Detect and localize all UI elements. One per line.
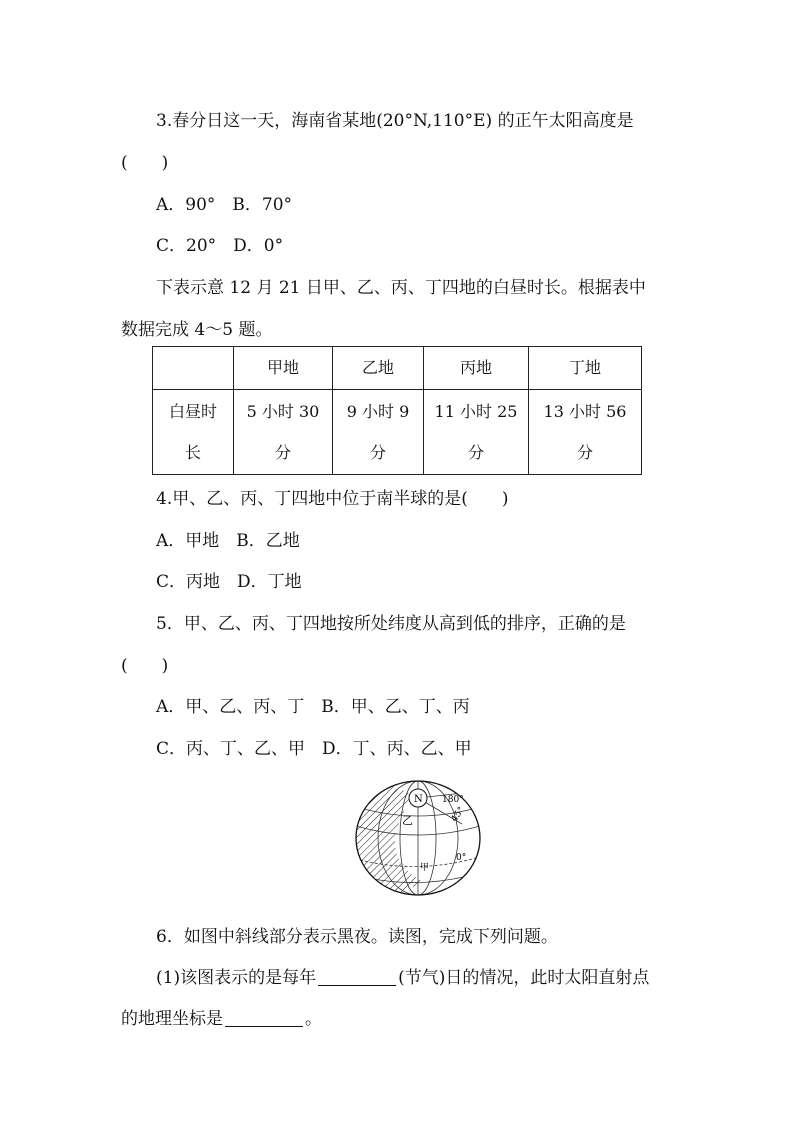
table-cell-ding xyxy=(529,390,642,475)
q6-part1-line2-pre: 的地理坐标是 xyxy=(121,1009,223,1029)
cell-bing-line1: 11 小时 25 xyxy=(434,402,518,421)
q6-part1-line1 xyxy=(156,963,649,988)
table-cell-jia xyxy=(234,390,333,475)
table-header-yi: 乙地 xyxy=(333,347,424,390)
q3-stem: 3.春分日这一天，海南省某地(20°N,110°E) 的正午太阳高度是 xyxy=(156,111,634,131)
q4-options-ab: A．甲地 B．乙地 xyxy=(156,531,300,551)
q5-stem: 5．甲、乙、丙、丁四地按所处纬度从高到低的排序，正确的是 xyxy=(156,614,626,634)
q6-part1-pre: (1)该图表示的是每年 xyxy=(156,968,317,988)
daylight-table xyxy=(152,346,642,475)
q6-part1-end: 。 xyxy=(305,1009,322,1029)
table-cell-yi xyxy=(333,390,424,475)
table-header-bing: 丙地 xyxy=(424,347,529,390)
table-row-label xyxy=(153,390,234,475)
blank-coordinates xyxy=(225,1009,303,1027)
q5-options-cd: C．丙、丁、乙、甲 D．丁、丙、乙、甲 xyxy=(156,739,472,759)
label-180: 180° xyxy=(442,795,464,805)
row-label-line2: 长 xyxy=(184,443,201,462)
label-yi: 乙 xyxy=(402,814,413,827)
q6-stem: 6．如图中斜线部分表示黑夜。读图，完成下列问题。 xyxy=(156,927,558,947)
q5-answer-paren: ( ) xyxy=(121,656,169,676)
table-header-row xyxy=(153,347,642,390)
q5-options-ab: A．甲、乙、丙、丁 B．甲、乙、丁、丙 xyxy=(156,697,470,717)
cell-ding-line1: 13 小时 56 xyxy=(543,402,627,421)
q4-options-cd: C．丙地 D．丁地 xyxy=(156,572,302,592)
table-header-jia: 甲地 xyxy=(234,347,333,390)
blank-solar-term xyxy=(318,968,396,986)
cell-jia-line1: 5 小时 30 xyxy=(246,402,320,421)
table-cell-bing xyxy=(424,390,529,475)
q6-part1-line2 xyxy=(121,1004,322,1029)
row-label-line1: 白昼时 xyxy=(168,402,217,421)
label-jia: 甲 xyxy=(420,863,430,873)
table-header-empty xyxy=(153,347,234,390)
label-0: 0° xyxy=(456,853,467,863)
q4-stem: 4.甲、乙、丙、丁四地中位于南半球的是( ) xyxy=(156,489,509,509)
q3-options-ab: A．90° B．70° xyxy=(156,195,293,215)
table-header-ding: 丁地 xyxy=(529,347,642,390)
cell-bing-line2: 分 xyxy=(467,443,484,462)
cell-yi-line2: 分 xyxy=(369,443,386,462)
intro-line-2: 数据完成 4～5 题。 xyxy=(121,320,273,340)
intro-line-1: 下表示意 12 月 21 日甲、乙、丙、丁四地的白昼时长。根据表中 xyxy=(156,278,646,298)
label-45: 45° xyxy=(449,805,467,825)
q3-options-cd: C．20° D．0° xyxy=(156,236,284,256)
q6-part1-mid: (节气)日的情况，此时太阳直射点 xyxy=(398,968,650,988)
label-north: N xyxy=(414,794,423,805)
q3-answer-paren: ( ) xyxy=(121,153,169,173)
cell-yi-line1: 9 小时 9 xyxy=(346,402,410,421)
cell-jia-line2: 分 xyxy=(274,443,291,462)
table-row xyxy=(153,390,642,475)
cell-ding-line2: 分 xyxy=(576,443,593,462)
globe-figure xyxy=(352,778,484,898)
